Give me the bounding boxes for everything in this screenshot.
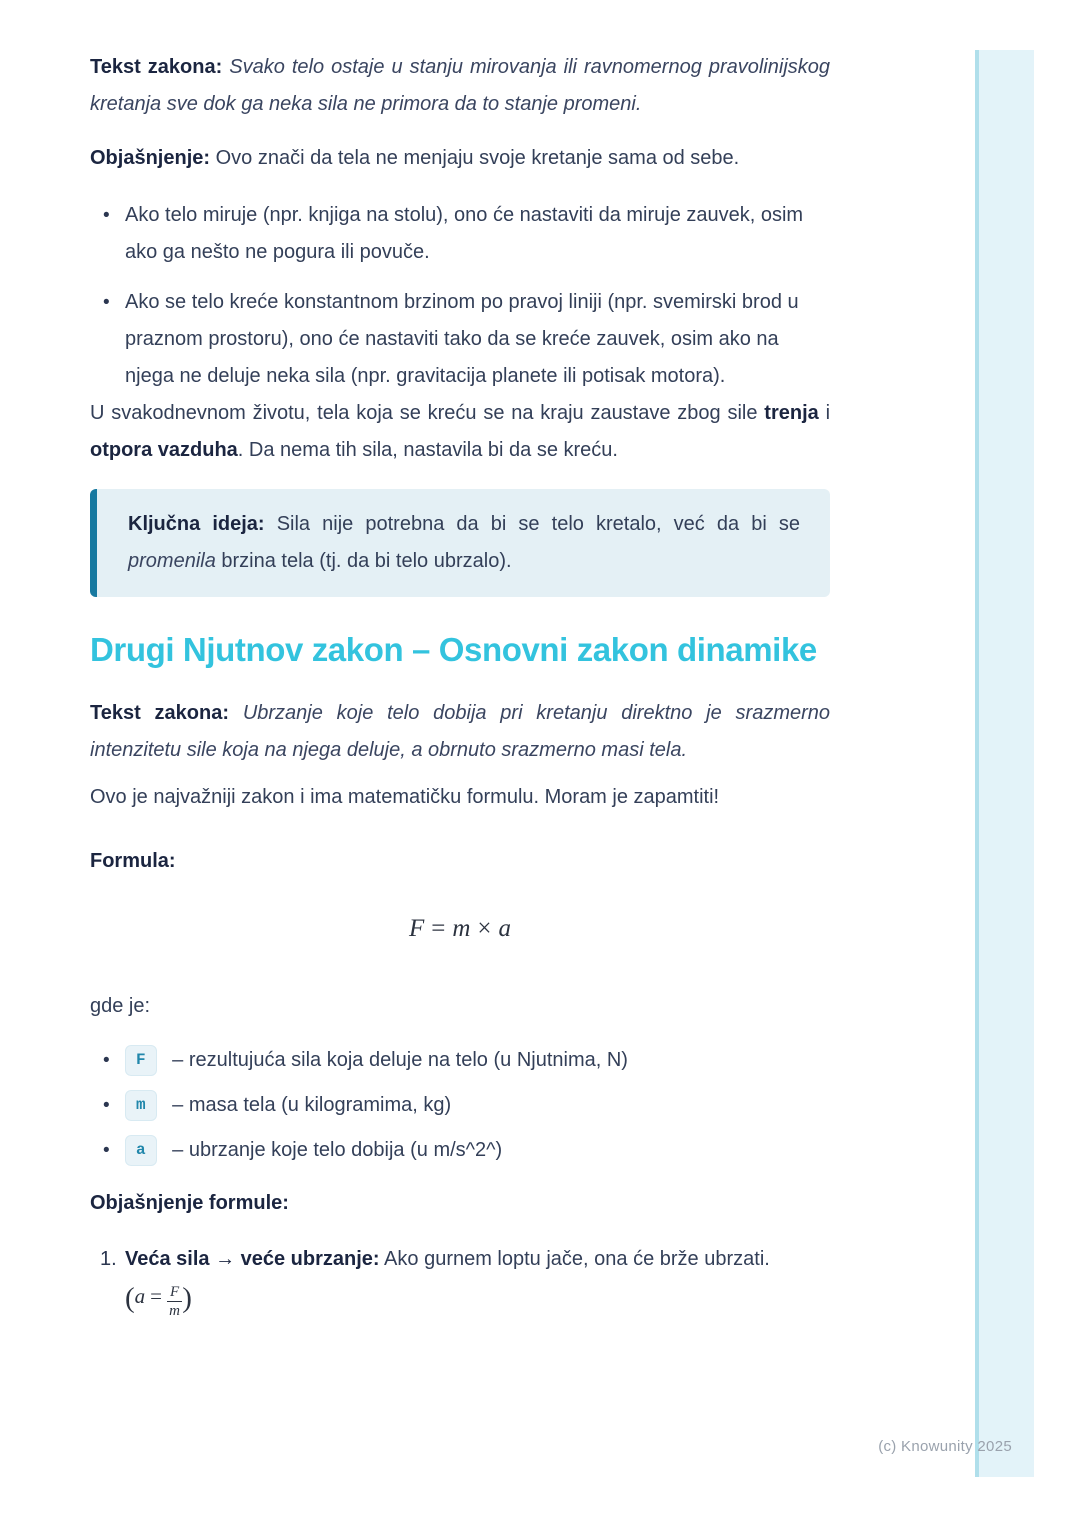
formula-explain-list — [90, 1241, 830, 1320]
math-a: a — [134, 1284, 146, 1308]
open-paren: ( — [125, 1282, 135, 1314]
fraction-F-over-m — [167, 1284, 182, 1320]
air-resistance-term: otpora vazduha — [90, 439, 238, 461]
formula-a: a — [498, 915, 512, 942]
document-page — [90, 49, 830, 1320]
formula-m: m — [452, 915, 471, 942]
key-idea-text: brzina tela (tj. da bi telo ubrzalo). — [221, 550, 512, 572]
term-badge-a: a — [125, 1135, 157, 1166]
first-law-bullet-list — [90, 197, 830, 395]
fraction-numerator: F — [167, 1284, 182, 1303]
law1-label: Tekst zakona: — [90, 56, 223, 78]
term-badge-F: F — [125, 1045, 157, 1076]
item-bold-lead: Veća sila → veće ubrzanje: — [125, 1248, 380, 1270]
law2-label: Tekst zakona: — [90, 702, 230, 724]
bullet-item-text: Ako se telo kreće konstantnom brzinom po pravoj liniji (npr. svemirski brod u praznom prostoru), ono će nastaviti tako da se kreće zauvek, osim ako na njega ne deluje neka sila (npr. gravitacija planete ili potisak motora). — [125, 291, 799, 387]
explanation1-paragraph — [90, 140, 830, 177]
friction-term: trenja — [764, 402, 819, 424]
formula-explain-label-text: Objašnjenje formule: — [90, 1192, 289, 1214]
bullet-item — [90, 284, 830, 395]
key-idea-label: Ključna ideja: — [128, 513, 265, 535]
everyday-text: i — [825, 402, 831, 424]
formula-label — [90, 843, 830, 880]
math-equals: = — [150, 1284, 163, 1308]
everyday-text: . Da nema tih sila, nastavila bi da se kreću. — [237, 439, 618, 461]
formula-display — [90, 914, 830, 944]
bullet-item-text: Ako telo miruje (npr. knjiga na stolu), ono će nastaviti da miruje zauvek, osim ako ga nešto ne pogura ili povuče. — [125, 204, 804, 263]
copyright-watermark: (c) Knowunity 2025 — [878, 1438, 1012, 1455]
everyday-life-paragraph — [90, 395, 830, 469]
law2-paragraph — [90, 695, 830, 769]
times-sign: × — [477, 915, 492, 942]
law1-paragraph — [90, 49, 830, 123]
where-label: gde je: — [90, 995, 151, 1017]
second-law-heading: Drugi Njutnov zakon – Osnovni zakon dinamike — [90, 631, 817, 668]
numbered-item-1 — [90, 1241, 830, 1320]
close-paren: ) — [182, 1282, 192, 1314]
term-badge-m: m — [125, 1090, 157, 1121]
law2-text: Ubrzanje koje telo dobija pri kretanju direktno je srazmerno intenzitetu sile koja na njega deluje, a obrnuto srazmerno masi tela. — [90, 702, 831, 761]
term-item-a — [90, 1132, 830, 1169]
item-text: Ako gurnem loptu jače, ona će brže ubrzati. — [384, 1248, 770, 1270]
fraction-denominator: m — [169, 1303, 181, 1319]
equals-sign: = — [431, 915, 446, 942]
explanation1-text: Ovo znači da tela ne menjaju svoje kretanje sama od sebe. — [215, 147, 740, 169]
law1-text: Svako telo ostaje u stanju mirovanja ili ravnomernog pravolinijskog kretanja sve dok ga neka sila ne primora da to stanje promeni. — [90, 56, 831, 115]
inline-math-a-equals-F-over-m — [125, 1282, 192, 1319]
explanation1-label: Objašnjenje: — [90, 147, 211, 169]
formula-terms-list — [90, 1042, 830, 1169]
page-side-strip — [975, 50, 1034, 1477]
key-idea-callout — [90, 489, 830, 597]
item-number: 1. — [100, 1248, 117, 1270]
key-idea-text: Sila nije potrebna da bi se telo kretalo, već da bi se — [276, 513, 801, 535]
everyday-text: U svakodnevnom životu, tela koja se kreću se na kraju zaustave zbog sile — [90, 402, 758, 424]
important-note-paragraph: Ovo je najvažniji zakon i ima matematičku formulu. Moram je zapamtiti! — [90, 786, 720, 808]
term-desc: – rezultujuća sila koja deluje na telo (u Njutnima, N) — [172, 1049, 628, 1071]
formula-explain-label — [90, 1185, 830, 1222]
term-desc: – ubrzanje koje telo dobija (u m/s^2^) — [172, 1139, 503, 1161]
term-desc: – masa tela (u kilogramima, kg) — [172, 1094, 452, 1116]
formula-F: F — [408, 915, 425, 942]
term-item-F — [90, 1042, 830, 1079]
formula-label-text: Formula: — [90, 850, 176, 872]
term-item-m — [90, 1087, 830, 1124]
key-idea-emphasis: promenila — [128, 550, 216, 572]
bullet-item — [90, 197, 830, 271]
